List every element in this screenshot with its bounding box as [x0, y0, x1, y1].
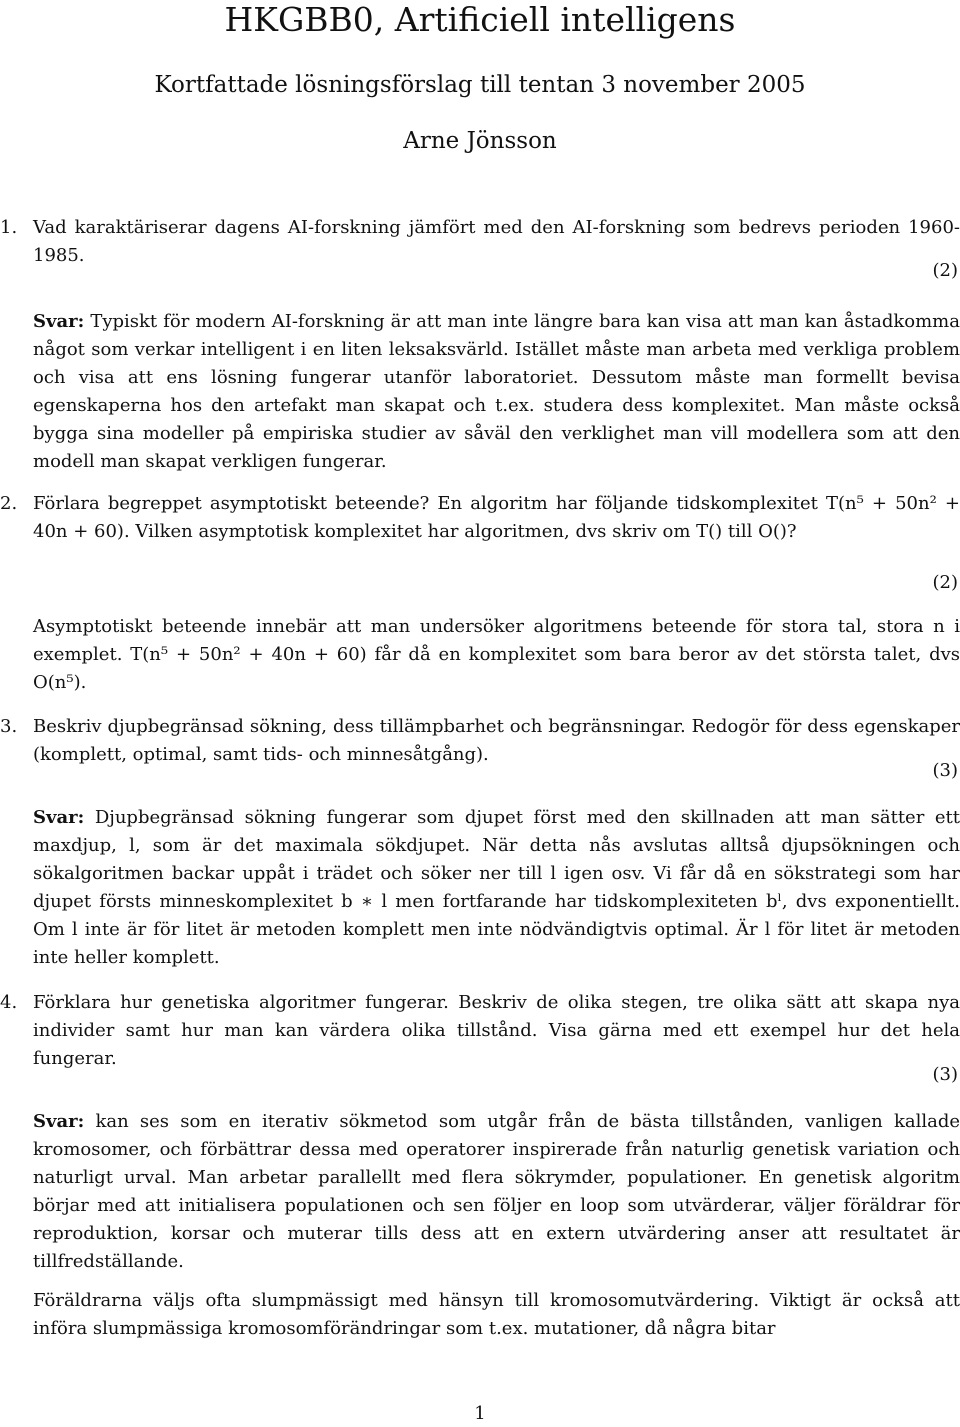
- answer-text: Djupbegränsad sökning fungerar som djupet först med den skillnaden att man sätter ett maxdjup, l, som är det maximala sökdjupet. När detta nås avslutas alltså djupsökningen och sökalgoritmen backar uppåt i trädet och söker ner till l igen osv. Vi får då en sökstrategi som har djupet försts minneskomplexitet b ∗ l men fortfarande har tidskomplexiteten bˡ, dvs exponentiellt. Om l inte är för litet är metoden komplett men inte nödvändigtvis optimal. Är l för litet är metoden inte heller komplett.: [33, 807, 960, 968]
- answer-1: [33, 308, 960, 476]
- document-subtitle: Kortfattade lösningsförslag till tentan 3 november 2005: [154, 72, 806, 98]
- answer-4: [33, 1108, 960, 1276]
- answer-text: Asymptotiskt beteende innebär att man undersöker algoritmens beteende för stora tal, stora n i exemplet. T(n⁵ + 50n² + 40n + 60) får då en komplexitet som bara beror av det största talet, dvs O(n⁵).: [33, 616, 960, 693]
- question-1: [0, 214, 960, 270]
- question-number: 4.: [0, 992, 18, 1013]
- question-number: 3.: [0, 716, 18, 737]
- answer-label: Svar:: [33, 311, 85, 332]
- document-author: Arne Jönsson: [403, 128, 557, 154]
- question-2-points: (2): [932, 572, 958, 593]
- question-number: 2.: [0, 493, 18, 514]
- question-4-points: (3): [932, 1064, 958, 1085]
- answer-3: [33, 804, 960, 972]
- document-title: HKGBB0, Artificiell intelligens: [224, 0, 736, 39]
- question-number: 1.: [0, 217, 18, 238]
- question-text: Beskriv djupbegränsad sökning, dess tillämpbarhet och begränsningar. Redogör för dess egenskaper (komplett, optimal, samt tids- och minnesåtgång).: [33, 716, 960, 765]
- question-text: Förklara hur genetiska algoritmer fungerar. Beskriv de olika stegen, tre olika sätt att skapa nya individer samt hur man kan värdera olika tillstånd. Visa gärna med ett exempel hur det hela fungerar.: [33, 992, 960, 1069]
- question-text: Vad karaktäriserar dagens AI-forskning jämfört med den AI-forskning som bedrevs perioden 1960-1985.: [33, 217, 960, 266]
- question-2: [0, 490, 960, 546]
- question-3: [0, 713, 960, 769]
- answer-4-continued: [33, 1287, 960, 1343]
- answer-label: Svar:: [33, 1111, 85, 1132]
- answer-label: Svar:: [33, 807, 85, 828]
- answer-text: Föräldrarna väljs ofta slumpmässigt med hänsyn till kromosomutvärdering. Viktigt är också att införa slumpmässiga kromosomförändringar som t.ex. mutationer, då några bitar: [33, 1290, 960, 1339]
- answer-2: [33, 613, 960, 697]
- question-3-points: (3): [932, 760, 958, 781]
- question-1-points: (2): [932, 260, 958, 281]
- answer-text: kan ses som en iterativ sökmetod som utgår från de bästa tillstånden, vanligen kallade kromosomer, och förbättrar dessa med operatorer inspirerade från naturlig genetisk variation och naturligt urval. Man arbetar parallellt med flera sökrymder, populationer. En genetisk algoritm börjar med att initialisera populationen och sen följer en loop som utvärderar, väljer föräldrar för reproduktion, korsar och muterar tills dess att en extern utvärdering anser att resultatet är tillfredställande.: [33, 1111, 960, 1272]
- question-text: Förlara begreppet asymptotiskt beteende? En algoritm har följande tidskomplexitet T(n⁵ + 50n² + 40n + 60). Vilken asymptotisk komplexitet har algoritmen, dvs skriv om T() till O()?: [33, 493, 960, 542]
- answer-text: Typiskt för modern AI-forskning är att man inte längre bara kan visa att man kan åstadkomma något som verkar intelligent i en liten leksaksvärld. Istället måste man arbeta med verkliga problem och visa att ens lösning fungerar utanför laboratoriet. Dessutom måste man formellt bevisa egenskaperna hos den artefakt man skapat och t.ex. studera dess komplexitet. Man måste också bygga sina modeller på empiriska studier av såväl den verklighet man vill modellera som att den modell man skapat verkligen fungerar.: [33, 311, 960, 472]
- page-number: 1: [474, 1403, 486, 1424]
- question-4: [0, 989, 960, 1073]
